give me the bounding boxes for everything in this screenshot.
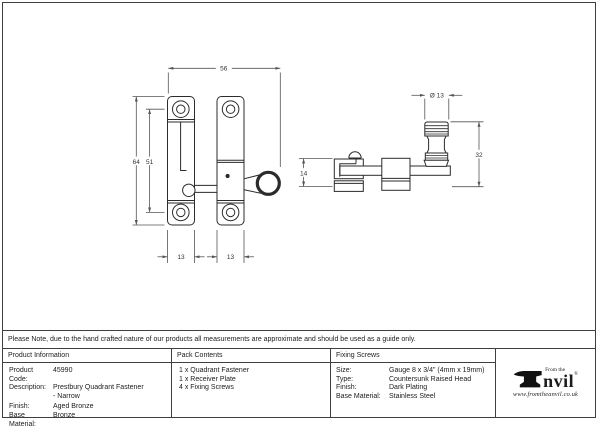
row-label: Product Code: — [9, 367, 34, 383]
row-label: Base Material: — [336, 392, 381, 400]
row-value: Gauge 8 x 3/4" (4mm x 19mm) — [389, 367, 485, 374]
row-value: - Narrow — [53, 392, 80, 400]
pack-contents-header: Pack Contents — [172, 349, 330, 363]
logo-brand-text: nvil — [543, 371, 575, 392]
dim-right-plate-width: 13 — [226, 254, 235, 262]
note-bar — [3, 330, 595, 349]
row-value: Aged Bronze — [53, 403, 94, 411]
logo-website: www.fromtheanvil.co.uk — [512, 391, 579, 399]
table-row — [331, 384, 495, 393]
pack-contents-body — [172, 363, 330, 393]
dim-left-plate-width: 13 — [177, 254, 185, 262]
product-information-header: Product Information — [3, 349, 171, 363]
table-row — [331, 376, 495, 385]
product-information-column — [3, 349, 172, 428]
pack-contents-column — [172, 349, 331, 417]
row-label: Finish: — [9, 403, 30, 411]
note-text: Please Note, due to the hand crafted nature of our products all measurements are approximate and should be used as a guide only. — [8, 336, 416, 343]
row-value: 45990 — [53, 367, 73, 374]
logo-tagline: From the — [545, 366, 566, 373]
row-value: Prestbury Quadrant Fastener — [53, 384, 144, 392]
fixing-screws-column — [331, 349, 496, 417]
dim-front-width: 56 — [220, 65, 228, 73]
anvil-logo — [513, 368, 578, 398]
row-value: Bronze — [53, 411, 76, 419]
row-value: Stainless Steel — [389, 392, 436, 400]
table-row — [331, 367, 495, 376]
row-label: Base Material: — [9, 411, 36, 428]
row-label — [3, 393, 53, 402]
fixing-screws-header: Fixing Screws — [331, 349, 495, 363]
registered-mark: ® — [574, 372, 578, 378]
table-row — [331, 393, 495, 402]
sheet-frame — [2, 2, 596, 428]
table-row — [3, 384, 171, 393]
table-row — [3, 367, 171, 384]
table-row — [3, 403, 171, 412]
row-label: Type: — [336, 375, 354, 383]
dim-knob-diameter: Ø 13 — [429, 92, 444, 100]
fixing-screws-body — [331, 363, 495, 401]
row-value: Countersunk Raised Head — [389, 375, 472, 383]
dim-front-height: 64 — [132, 158, 140, 166]
row-label: Description: — [9, 384, 46, 392]
list-item: 1 x Receiver Plate — [179, 375, 236, 383]
dim-knob-height: 32 — [475, 152, 483, 159]
list-item: 1 x Quadrant Fastener — [179, 367, 250, 374]
spec-table — [3, 349, 595, 428]
table-row — [3, 412, 171, 429]
row-label: Size: — [336, 367, 352, 374]
brand-cell — [496, 349, 595, 417]
list-item: 4 x Fixing Screws — [179, 384, 234, 392]
row-label: Finish: — [336, 384, 357, 392]
dim-hole-spacing: 51 — [145, 158, 154, 166]
row-value: Dark Plating — [389, 384, 428, 392]
dim-side-depth: 14 — [299, 170, 308, 178]
product-information-body — [3, 363, 171, 429]
table-row — [3, 393, 171, 402]
anvil-icon — [513, 368, 543, 389]
